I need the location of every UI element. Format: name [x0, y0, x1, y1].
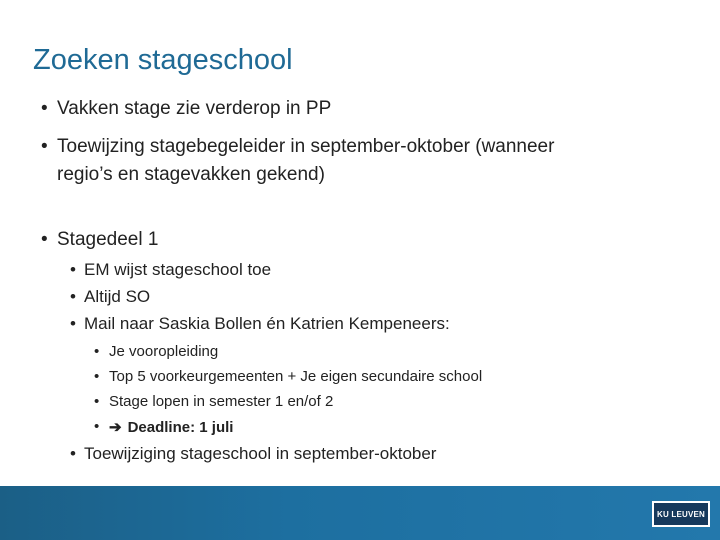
bullet-toewijzing-line2: regio’s en stagevakken gekend): [57, 164, 325, 185]
bullet-marker: •: [94, 393, 100, 410]
sub-bullet-mail: Mail naar Saskia Bollen én Katrien Kempeneers:: [84, 314, 450, 333]
subsub-vooropleiding: Je vooropleiding: [109, 343, 219, 360]
bullet-toewijzing-line1: Toewijzing stagebegeleider in september-oktober (wanneer: [57, 136, 555, 157]
bullet-marker: •: [41, 136, 48, 157]
bullet-stagedeel-1: Stagedeel 1: [57, 229, 159, 250]
bullet-vakken-stage: Vakken stage zie verderop in PP: [57, 98, 332, 119]
bullet-marker: •: [94, 368, 100, 385]
bullet-marker: •: [70, 444, 76, 463]
bullet-marker: •: [70, 287, 76, 306]
ku-leuven-logo: [652, 501, 710, 527]
footer-band: [0, 486, 720, 540]
deadline-text: Deadline: 1 juli: [127, 419, 234, 436]
subsub-deadline: [109, 418, 233, 436]
subsub-semester: Stage lopen in semester 1 en/of 2: [109, 393, 334, 410]
bullet-marker: •: [94, 418, 100, 435]
logo-text: KU LEUVEN: [656, 509, 706, 519]
bullet-marker: •: [41, 229, 48, 250]
arrow-right-icon: ➔: [109, 419, 122, 436]
bullet-marker: •: [41, 98, 48, 119]
sub-bullet-em: EM wijst stageschool toe: [84, 260, 272, 279]
slide-title: Zoeken stageschool: [33, 44, 293, 76]
bullet-marker: •: [70, 314, 76, 333]
subsub-top5: Top 5 voorkeurgemeenten + Je eigen secundaire school: [109, 368, 483, 385]
sub-bullet-toewijziging: Toewijziging stageschool in september-oktober: [84, 444, 437, 463]
bullet-marker: •: [70, 260, 76, 279]
sub-bullet-altijd-so: Altijd SO: [84, 287, 151, 306]
bullet-marker: •: [94, 343, 100, 360]
